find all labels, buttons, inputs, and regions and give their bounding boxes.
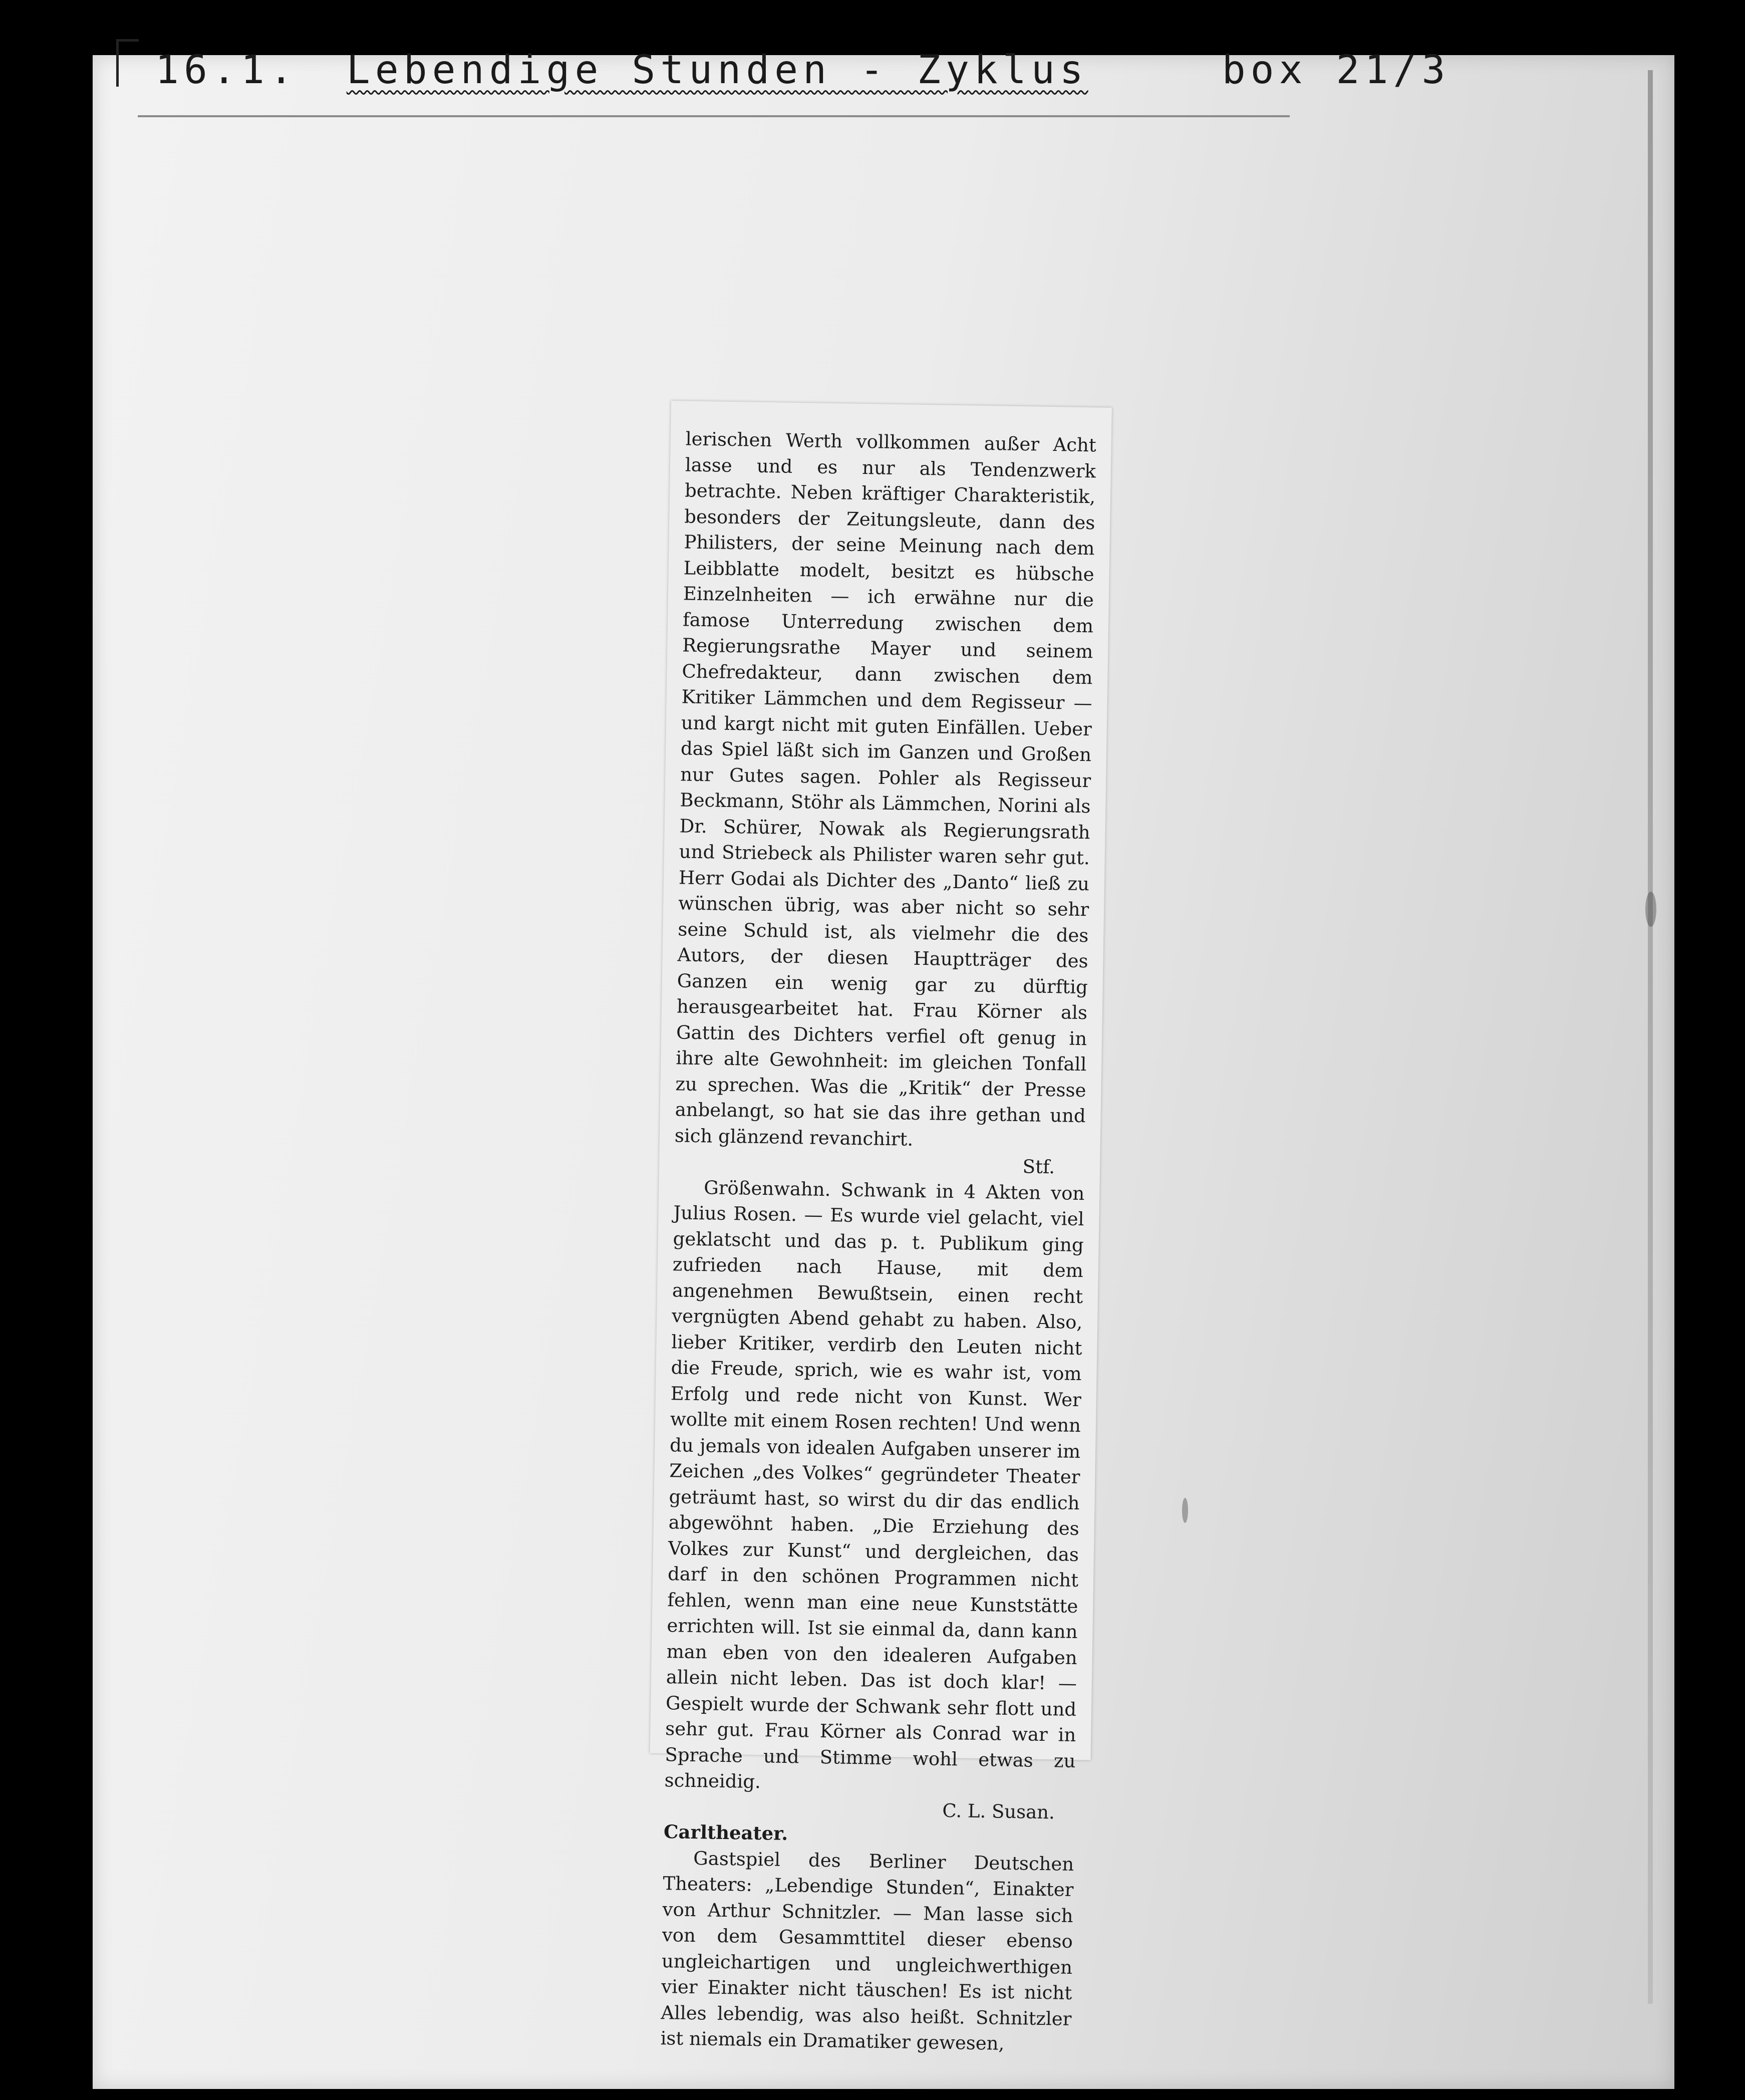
clipping-text [660,426,1096,2057]
archive-header [155,45,1450,95]
review-signature-2: C. L. Susan. [942,1799,1055,1823]
newspaper-clipping [650,401,1112,2054]
corner-mark [116,39,139,87]
section-heading: Carltheater. [663,1820,788,1845]
ink-stain [1645,892,1656,927]
ink-stain [1182,1498,1188,1523]
header-rule [138,115,1290,117]
review-paragraph-2: Größenwahn. Schwank in 4 Akten von Julius Rosen. — Es wurde viel gelacht, viel geklatscht und das p. t. Publikum ging zufrieden nach Hause, mit dem angenehmen Bewußtsein, einen recht vergnügten Abend gehabt zu haben. Also, lieber Kritiker, verdirb den Leuten nicht die Freude, sprich, wie es wahr ist, vom Erfolg und rede nicht von Kunst. Wer wollte mit einem Rosen rechten! Und wenn du jemals von idealen Aufgaben unserer im Zeichen „des Volkes“ gegründeter Theater geträumt hast, so wirst du dir das endlich abgewöhnt haben. „Die Erziehung des Volkes zur Kunst“ und dergleichen, das darf in den schönen Programmen nicht fehlen, wenn man eine neue Kunststätte errichten will. Ist sie einmal da, dann kann man eben von den idealeren Aufgaben allein nicht leben. Das ist doch klar! — Gespielt wurde der Schwank sehr flott und sehr gut. Frau Körner als Conrad war in Sprache und Stimme wohl etwas zu schneidig. [664,1176,1085,1793]
box-number: box 21/3 [1222,48,1450,93]
review-signature-1: Stf. [1022,1156,1055,1178]
collection-title: Lebendige Stunden - Zyklus [346,48,1088,93]
folder-number: 16.1. [155,48,298,93]
review-paragraph-3: Gastspiel des Berliner Deutschen Theaters: „Lebendige Stunden“, Einakter von Arthur Schnitzler. — Man lasse sich von dem Gesammttitel dieser ebenso ungleichartigen und ungleichwerthigen vier Einakter nicht täuschen! Es ist nicht Alles lebendig, was also heißt. Schnitzler ist niemals ein Dramatiker gewesen, [660,1847,1074,2054]
review-paragraph-1: lerischen Werth vollkommen außer Acht lasse und es nur als Tendenzwerk betrachte. Neben kräftiger Charakteristik, besonders der Zeitungsleute, dann des Philisters, der seine Meinung nach dem Leibblatte modelt, besitzt es hübsche Einzelnheiten — ich erwähne nur die famose Unterredung zwischen dem Regierungsrathe Mayer und seinem Chefredakteur, dann zwischen dem Kritiker Lämmchen und dem Regisseur — und kargt nicht mit guten Einfällen. Ueber das Spiel läßt sich im Ganzen und Großen nur Gutes sagen. Pohler als Regisseur Beckmann, Stöhr als Lämmchen, Norini als Dr. Schürer, Nowak als Regierungsrath und Striebeck als Philister waren sehr gut. Herr Godai als Dichter des „Danto“ ließ zu wünschen übrig, was aber nicht so sehr seine Schuld ist, als vielmehr die des Autors, der diesen Hauptträger des Ganzen ein wenig gar zu dürftig herausgearbeitet hat. Frau Körner als Gattin des Dichters verfiel oft genug in ihre alte Gewohnheit: im gleichen Tonfall zu sprechen. Was die „Kritik“ der Presse anbelangt, so hat sie das ihre gethan und sich glänzend revanchirt. [674,428,1097,1150]
sheet-edge [1648,70,1653,2004]
